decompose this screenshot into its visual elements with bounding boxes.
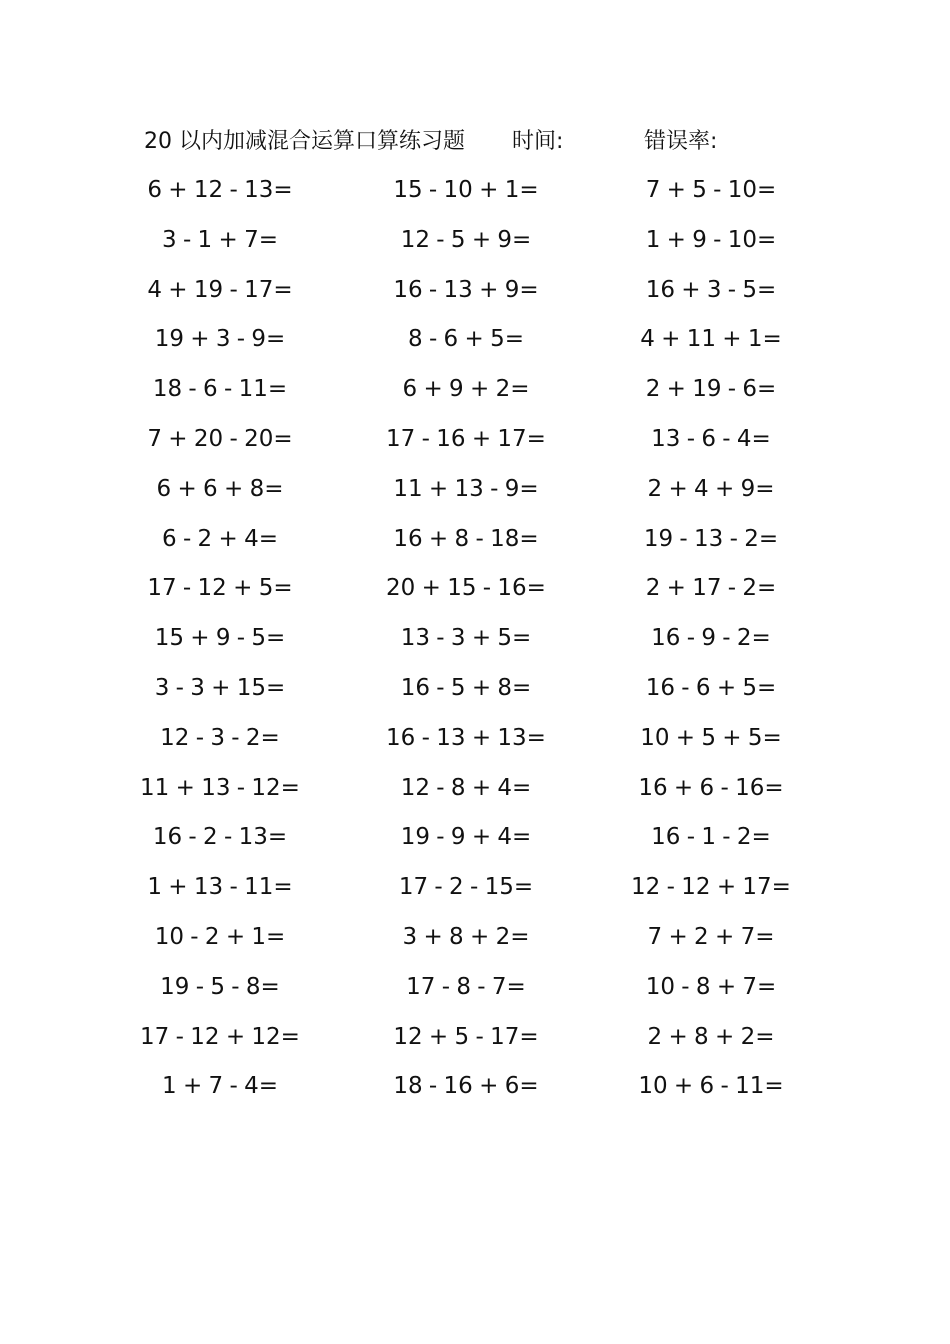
problem-row — [0, 266, 950, 316]
arithmetic-problem: 16 - 9 - 2= — [651, 625, 771, 652]
problem-row — [0, 365, 950, 415]
problem-row — [0, 1013, 950, 1063]
arithmetic-problem: 10 - 8 + 7= — [645, 973, 777, 1000]
arithmetic-problem: 7 + 5 - 10= — [645, 177, 777, 203]
arithmetic-problem: 16 - 13 + 13= — [386, 724, 546, 751]
problem-row — [0, 465, 950, 515]
arithmetic-problem: 3 - 1 + 7= — [162, 226, 278, 253]
arithmetic-problem: 19 - 5 - 8= — [160, 973, 280, 1000]
arithmetic-problem: 17 - 16 + 17= — [386, 425, 546, 452]
arithmetic-problem: 2 + 8 + 2= — [647, 1023, 775, 1050]
arithmetic-problem: 3 - 3 + 15= — [154, 674, 286, 701]
arithmetic-problem: 2 + 19 - 6= — [645, 376, 777, 403]
arithmetic-problem: 7 + 20 - 20= — [147, 425, 293, 452]
worksheet-title: 20 以内加减混合运算口算练习题 — [144, 129, 465, 154]
arithmetic-problem: 19 - 9 + 4= — [400, 824, 532, 851]
problem-row — [0, 1062, 950, 1112]
arithmetic-problem: 8 - 6 + 5= — [408, 326, 524, 353]
arithmetic-problem: 6 + 9 + 2= — [402, 376, 530, 403]
problem-row — [0, 714, 950, 764]
arithmetic-problem: 2 + 4 + 9= — [647, 475, 775, 502]
arithmetic-problem: 16 + 6 - 16= — [638, 774, 784, 801]
arithmetic-problem: 15 - 10 + 1= — [393, 177, 539, 203]
arithmetic-problem: 17 - 2 - 15= — [398, 874, 534, 901]
time-label: 时间: — [512, 129, 564, 154]
arithmetic-problem: 16 - 5 + 8= — [400, 674, 532, 701]
arithmetic-problem: 10 + 5 + 5= — [640, 724, 782, 751]
arithmetic-problem: 18 - 16 + 6= — [393, 1073, 539, 1100]
arithmetic-problem: 17 - 12 + 12= — [140, 1023, 300, 1050]
arithmetic-problem: 4 + 19 - 17= — [147, 276, 293, 303]
problem-row — [0, 863, 950, 913]
problem-row — [0, 515, 950, 565]
arithmetic-problem: 16 - 1 - 2= — [651, 824, 771, 851]
worksheet-header — [144, 124, 784, 160]
arithmetic-problem: 7 + 2 + 7= — [647, 923, 775, 950]
arithmetic-problem: 12 + 5 - 17= — [393, 1023, 539, 1050]
arithmetic-problem: 17 - 8 - 7= — [406, 973, 526, 1000]
arithmetic-problem: 6 + 6 + 8= — [156, 475, 284, 502]
arithmetic-problem: 16 - 13 + 9= — [393, 276, 539, 303]
arithmetic-problem: 2 + 17 - 2= — [645, 575, 777, 602]
arithmetic-problem: 4 + 11 + 1= — [640, 326, 782, 353]
arithmetic-problem: 13 - 6 - 4= — [651, 425, 771, 452]
arithmetic-problem: 12 - 5 + 9= — [400, 226, 532, 253]
arithmetic-problem: 16 - 6 + 5= — [645, 674, 777, 701]
arithmetic-problem: 6 + 12 - 13= — [147, 177, 293, 203]
problem-row — [0, 166, 950, 216]
problem-row — [0, 564, 950, 614]
arithmetic-problem: 19 - 13 - 2= — [643, 525, 779, 552]
arithmetic-problem: 11 + 13 - 9= — [393, 475, 539, 502]
arithmetic-problem: 16 + 3 - 5= — [645, 276, 777, 303]
arithmetic-problem: 19 + 3 - 9= — [154, 326, 286, 353]
arithmetic-problem: 12 - 12 + 17= — [631, 874, 791, 901]
arithmetic-problem: 12 - 3 - 2= — [160, 724, 280, 751]
arithmetic-problem: 11 + 13 - 12= — [140, 774, 300, 801]
problem-row — [0, 913, 950, 963]
arithmetic-problem: 15 + 9 - 5= — [154, 625, 286, 652]
problem-row — [0, 963, 950, 1013]
arithmetic-problem: 13 - 3 + 5= — [400, 625, 532, 652]
arithmetic-problem: 1 + 13 - 11= — [147, 874, 293, 901]
arithmetic-problem: 10 - 2 + 1= — [154, 923, 286, 950]
problem-row — [0, 415, 950, 465]
arithmetic-problem: 6 - 2 + 4= — [162, 525, 278, 552]
arithmetic-problem: 17 - 12 + 5= — [147, 575, 293, 602]
problem-row — [0, 764, 950, 814]
arithmetic-problem: 18 - 6 - 11= — [152, 376, 288, 403]
problem-row — [0, 315, 950, 365]
arithmetic-problem: 1 + 7 - 4= — [162, 1073, 278, 1100]
problem-row — [0, 614, 950, 664]
arithmetic-problem: 10 + 6 - 11= — [638, 1073, 784, 1100]
arithmetic-problem: 16 - 2 - 13= — [152, 824, 288, 851]
arithmetic-problem: 12 - 8 + 4= — [400, 774, 532, 801]
problem-row — [0, 664, 950, 714]
problem-grid — [0, 166, 950, 1112]
error-rate-label: 错误率: — [644, 129, 718, 154]
arithmetic-problem: 1 + 9 - 10= — [645, 226, 777, 253]
arithmetic-problem: 16 + 8 - 18= — [393, 525, 539, 552]
problem-row — [0, 216, 950, 266]
arithmetic-problem: 20 + 15 - 16= — [386, 575, 546, 602]
problem-row — [0, 813, 950, 863]
arithmetic-problem: 3 + 8 + 2= — [402, 923, 530, 950]
